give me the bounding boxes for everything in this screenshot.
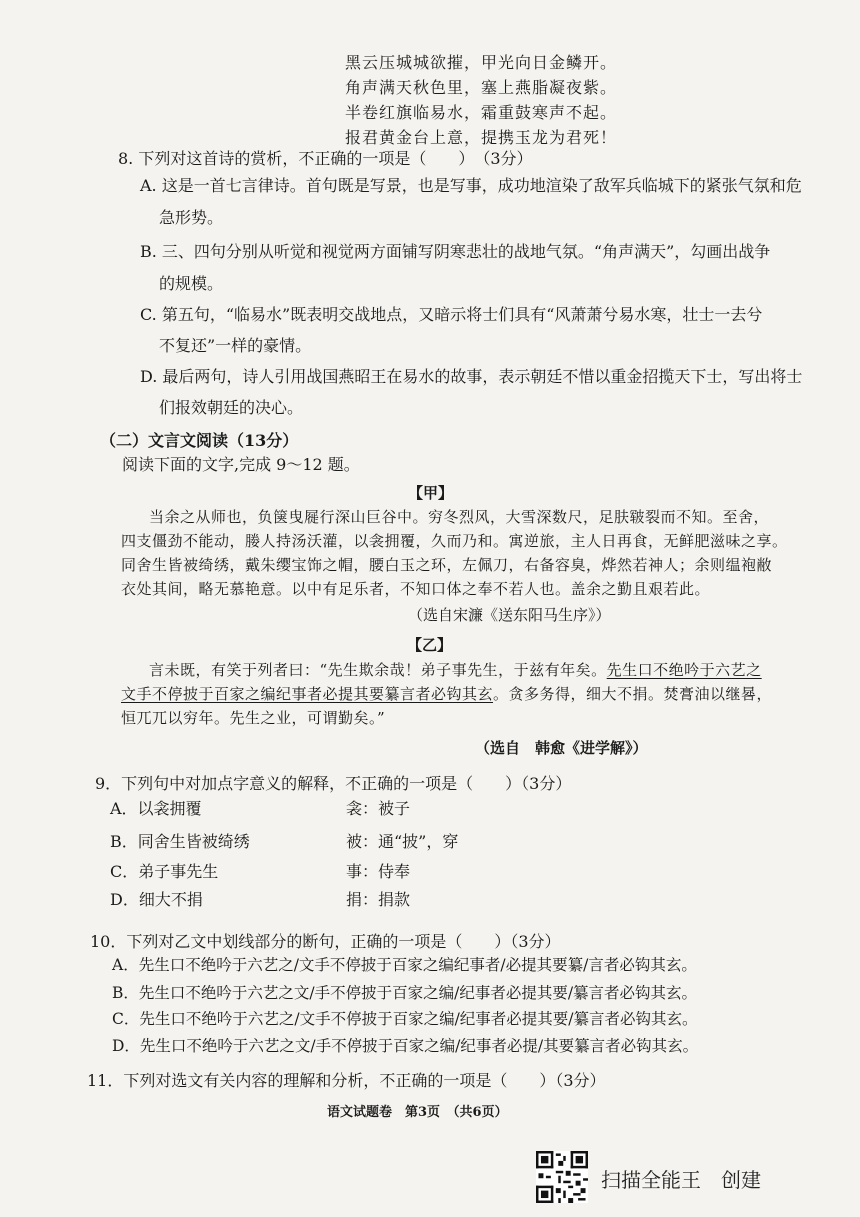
passage-yi-text: 。贪多务得，细大不捐。焚膏油以继晷， [493, 685, 773, 703]
section-instruction: 阅读下面的文字,完成 9～12 题。 [122, 455, 360, 474]
section-title: （二）文言文阅读（13分） [100, 431, 299, 450]
q10-stem: 10．下列对乙文中划线部分的断句，正确的一项是（ ）（3分） [90, 932, 561, 951]
q10-option-d: D．先生口不绝吟于六艺之文/手不停披于百家之编/纪事者必提/其要纂言者必钩其玄。 [112, 1037, 699, 1055]
passage-yi-source: （选自 韩愈《进学解》） [475, 739, 648, 757]
q8-option-a-cont: 急形势。 [159, 208, 224, 227]
q11-stem: 11．下列对选文有关内容的理解和分析，不正确的一项是（ ）（3分） [87, 1071, 606, 1090]
passage-jia-line: 四支僵劲不能动，媵人持汤沃灌，以衾拥覆，久而乃和。寓逆旅，主人日再食，无鲜肥滋味之享。 [121, 532, 788, 550]
q9-row-d: D．细大不捐 [110, 890, 203, 909]
q10-option-a: A．先生口不绝吟于六艺之/文手不停披于百家之编纪事者/必提其要纂/言者必钩其玄。 [112, 956, 697, 974]
passage-yi [121, 658, 772, 730]
page-footer: 语文试题卷 第3页 （共6页） [327, 1105, 508, 1120]
underlined-text: 文手不停披于百家之编纪事者必提其要纂言者必钩其玄 [121, 685, 494, 703]
passage-yi-mark: 【乙】 [407, 636, 453, 654]
qr-code-icon [536, 1151, 588, 1203]
poem-line-1: 黑云压城城欲摧，甲光向日金鳞开。 [345, 53, 618, 72]
q9-meaning-d: 捐：捐款 [346, 890, 411, 909]
underlined-text: 先生口不绝吟于六艺之 [606, 661, 762, 679]
q9-stem: 9．下列句中对加点字意义的解释，不正确的一项是（ ）（3分） [95, 774, 572, 793]
poem-line-3: 半卷红旗临易水，霜重鼓寒声不起。 [345, 103, 618, 122]
poem-line-2: 角声满天秋色里，塞上燕脂凝夜紫。 [345, 78, 618, 97]
passage-jia-line: 衣处其间，略无慕艳意。以中有足乐者，不知口体之奉不若人也。盖余之勤且艰若此。 [121, 580, 711, 598]
passage-yi-line-3: 恒兀兀以穷年。先生之业，可谓勤矣。” [121, 709, 386, 727]
poem-line-4: 报君黄金台上意，提携玉龙为君死！ [345, 128, 618, 147]
passage-yi-line-2 [121, 682, 772, 706]
q9-meaning-a: 衾：被子 [346, 799, 411, 818]
q9-meaning-b: 被：通“披”，穿 [346, 832, 459, 851]
q10-option-b: B．先生口不绝吟于六艺之文/手不停披于百家之编/纪事者必提其要/纂言者必钩其玄。 [112, 984, 698, 1002]
poem [345, 50, 617, 150]
passage-jia-source: （选自宋濂《送东阳马生序》） [408, 606, 611, 624]
passage-jia-line: 同舍生皆被绮绣，戴朱缨宝饰之帽，腰白玉之环，左佩刀，右备容臭，烨然若神人；余则缊袍敝 [121, 556, 773, 574]
passage-yi-text: 言未既，有笑于列者曰：“先生欺余哉！弟子事先生，于兹有年矣。 [149, 661, 607, 679]
q8-stem: 8. 下列对这首诗的赏析，不正确的一项是（ ） （3分） [118, 149, 533, 168]
q8-option-b-cont: 的规模。 [159, 274, 224, 293]
q9-meaning-c: 事：侍奉 [346, 862, 411, 881]
q8-option-c: C. 第五句，“临易水”既表明交战地点，又暗示将士们具有“风萧萧兮易水寒，壮士一去兮 [140, 305, 763, 324]
q8-option-b: B. 三、四句分别从听觉和视觉两方面铺写阴寒悲壮的战地气氛。“角声满天”，勾画出战争 [140, 242, 771, 261]
passage-jia-mark: 【甲】 [408, 484, 454, 502]
q10-option-c: C．先生口不绝吟于六艺之/文手不停披于百家之编/纪事者必提其要/纂言者必钩其玄。 [112, 1010, 698, 1028]
passage-jia-line: 当余之从师也，负箧曳屣行深山巨谷中。穷冬烈风，大雪深数尺，足肤皲裂而不知。至舍， [149, 508, 770, 526]
passage-jia [121, 505, 788, 601]
q8-option-c-cont: 不复还”一样的豪情。 [159, 336, 312, 355]
scanner-watermark: 扫描全能王 创建 [601, 1168, 761, 1192]
q9-row-a: A．以衾拥覆 [110, 799, 202, 818]
q9-row-c: C．弟子事先生 [110, 862, 219, 881]
q8-option-d-cont: 们报效朝廷的决心。 [159, 398, 304, 417]
q8-option-d: D. 最后两句，诗人引用战国燕昭王在易水的故事，表示朝廷不惜以重金招揽天下士，写出将士 [140, 367, 803, 386]
q9-row-b: B．同舍生皆被绮绣 [110, 832, 250, 851]
passage-yi-line-1 [121, 658, 772, 682]
q8-option-a: A. 这是一首七言律诗。首句既是写景，也是写事，成功地渲染了敌军兵临城下的紧张气氛和危 [140, 176, 802, 195]
